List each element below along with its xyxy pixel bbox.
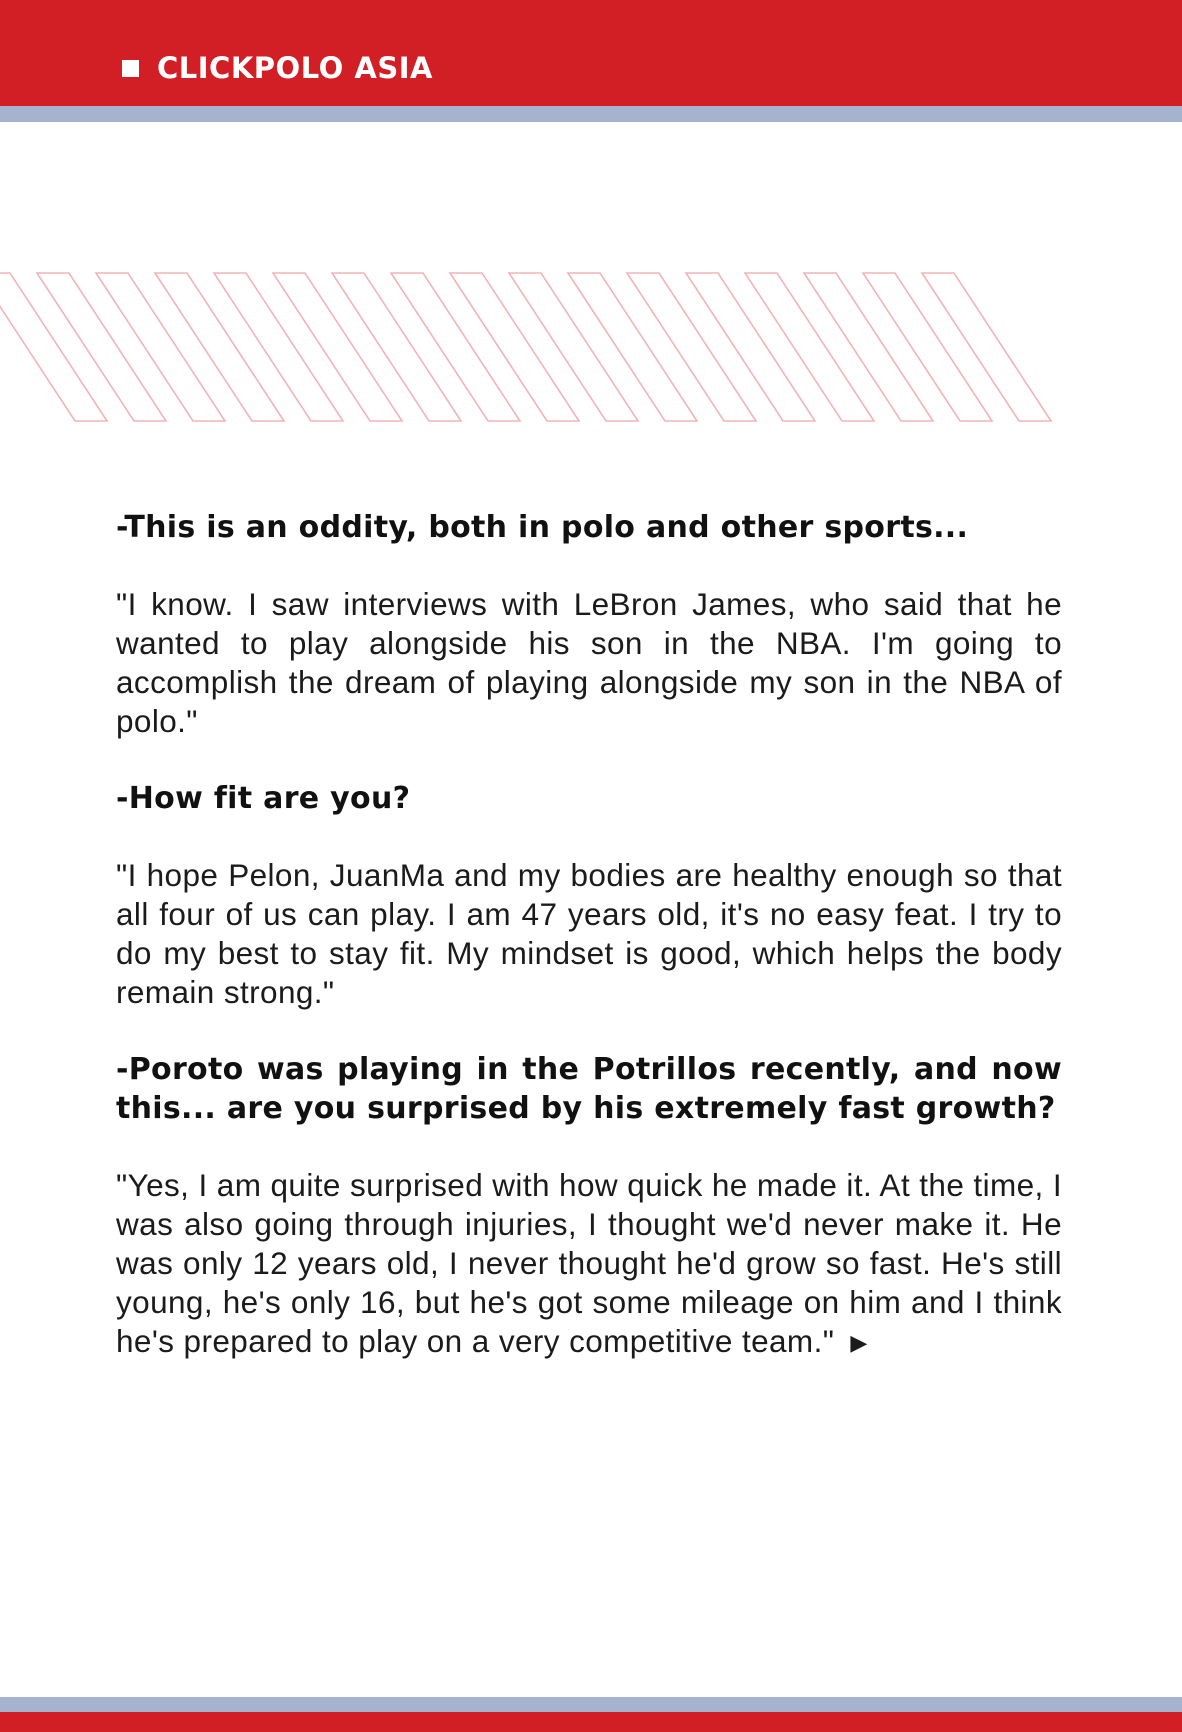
- diagonal-stripe: [96, 273, 225, 421]
- answer-2: "I hope Pelon, JuanMa and my bodies are healthy enough so that all four of us can play. I am 47 years old, it's no easy feat. I try to do my best to stay fit. My mindset is good, which helps the body remain strong.": [116, 857, 1062, 1010]
- question-1: -This is an oddity, both in polo and other sports...: [116, 510, 969, 545]
- diagonal-stripe: [922, 273, 1051, 421]
- diagonal-stripe: [273, 273, 402, 421]
- diagonal-stripe: [37, 273, 166, 421]
- footer-bar: [0, 1712, 1182, 1732]
- diagonal-stripe: [391, 273, 520, 421]
- interview-content: [116, 508, 1062, 1362]
- diagonal-stripe: [686, 273, 815, 421]
- answer-3-text: "Yes, I am quite surprised with how quick he made it. At the time, I was also going through injuries, I thought we'd never make it. He was only 12 years old, I never thought he'd grow so fast. He's still young, he's only 16, but he's got some mileage on him and I think he's prepared to play on a very competitive team.": [116, 1167, 1062, 1359]
- brand-label: [122, 50, 433, 86]
- diagonal-stripe: [863, 273, 992, 421]
- footer-stripe: [0, 1697, 1182, 1712]
- square-bullet-icon: [122, 60, 139, 77]
- diagonal-stripe: [214, 273, 343, 421]
- header-stripe: [0, 106, 1182, 122]
- play-triangle-icon: ▶: [850, 1330, 868, 1355]
- diagonal-stripe-pattern: [0, 270, 1060, 425]
- brand-text: CLICKPOLO ASIA: [157, 51, 433, 85]
- diagonal-stripe: [155, 273, 284, 421]
- diagonal-stripe: [0, 273, 107, 421]
- question-2: -How fit are you?: [116, 781, 411, 816]
- diagonal-stripe: [804, 273, 933, 421]
- question-3: -Poroto was playing in the Potrillos recently, and now this... are you surprised by his extremely fast growth?: [116, 1052, 1062, 1126]
- diagonal-stripe: [568, 273, 697, 421]
- diagonal-stripe: [509, 273, 638, 421]
- answer-3: [116, 1166, 1062, 1362]
- diagonal-stripe: [450, 273, 579, 421]
- diagonal-stripe: [745, 273, 874, 421]
- answer-1: "I know. I saw interviews with LeBron James, who said that he wanted to play alongside his son in the NBA. I'm going to accomplish the dream of playing alongside my son in the NBA of polo.": [116, 586, 1062, 739]
- diagonal-stripe: [627, 273, 756, 421]
- diagonal-stripe: [332, 273, 461, 421]
